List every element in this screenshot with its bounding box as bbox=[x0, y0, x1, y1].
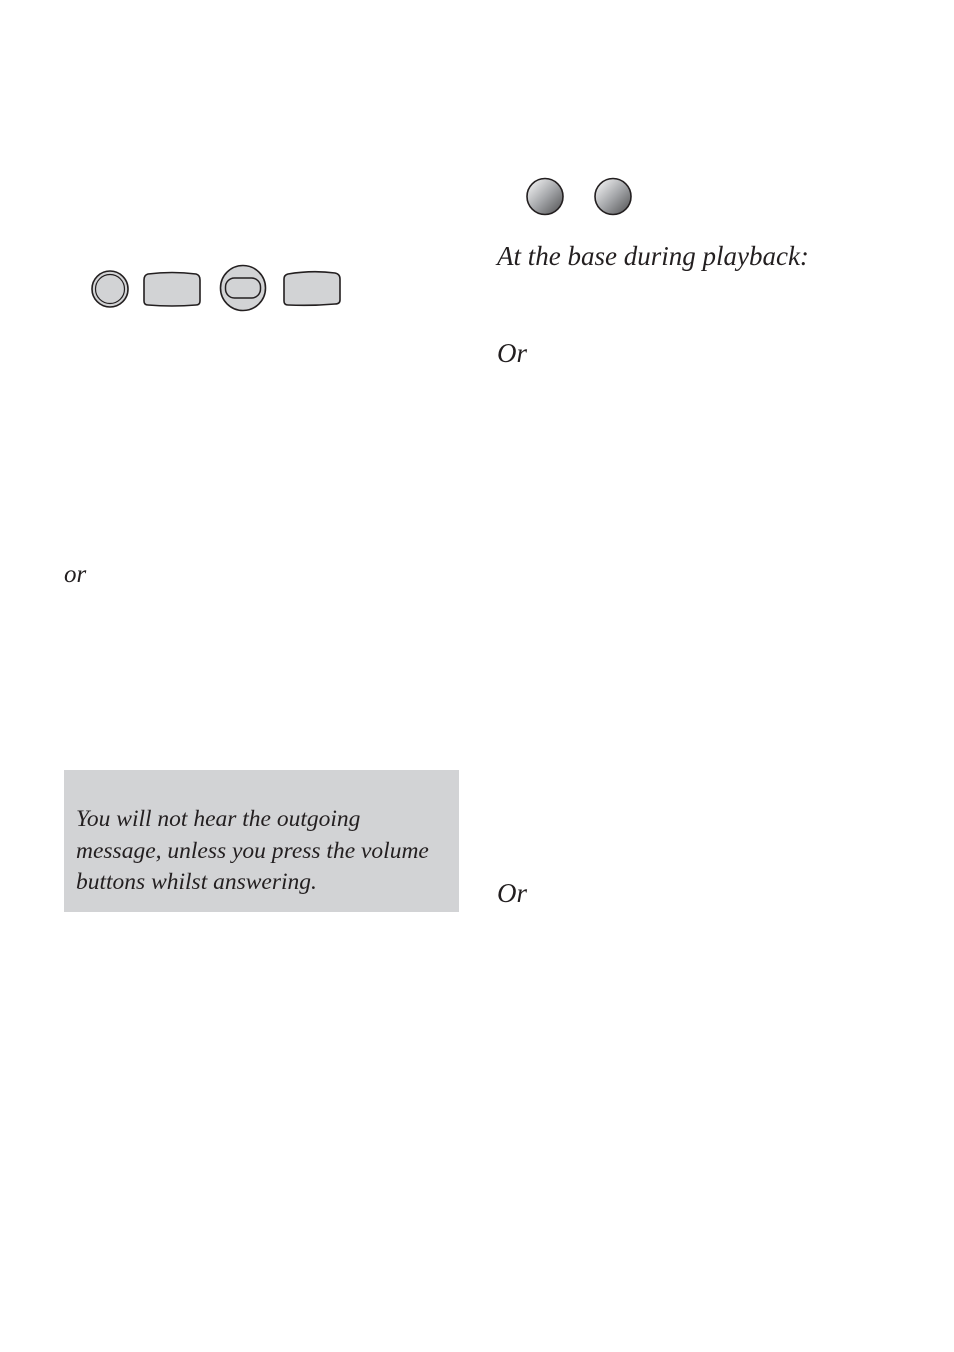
rectangular-button-icon bbox=[284, 272, 340, 306]
volume-down-button-icon bbox=[527, 179, 563, 215]
round-button-icon bbox=[92, 271, 128, 307]
or-separator-lower: Or bbox=[497, 878, 528, 908]
playback-heading: At the base during playback: bbox=[497, 241, 809, 271]
base-buttons-illustration bbox=[88, 262, 344, 314]
or-separator-left: or bbox=[64, 561, 87, 588]
note-line: buttons whilst answering. bbox=[76, 869, 317, 895]
note-box bbox=[64, 770, 459, 912]
rectangular-button-icon bbox=[144, 273, 200, 307]
note-line: message, unless you press the volume bbox=[76, 837, 429, 864]
or-separator-upper: Or bbox=[497, 338, 528, 368]
note-line: You will not hear the outgoing bbox=[76, 806, 361, 832]
volume-buttons-illustration bbox=[522, 176, 637, 220]
round-oval-button-icon bbox=[221, 266, 266, 311]
volume-up-button-icon bbox=[595, 179, 631, 215]
